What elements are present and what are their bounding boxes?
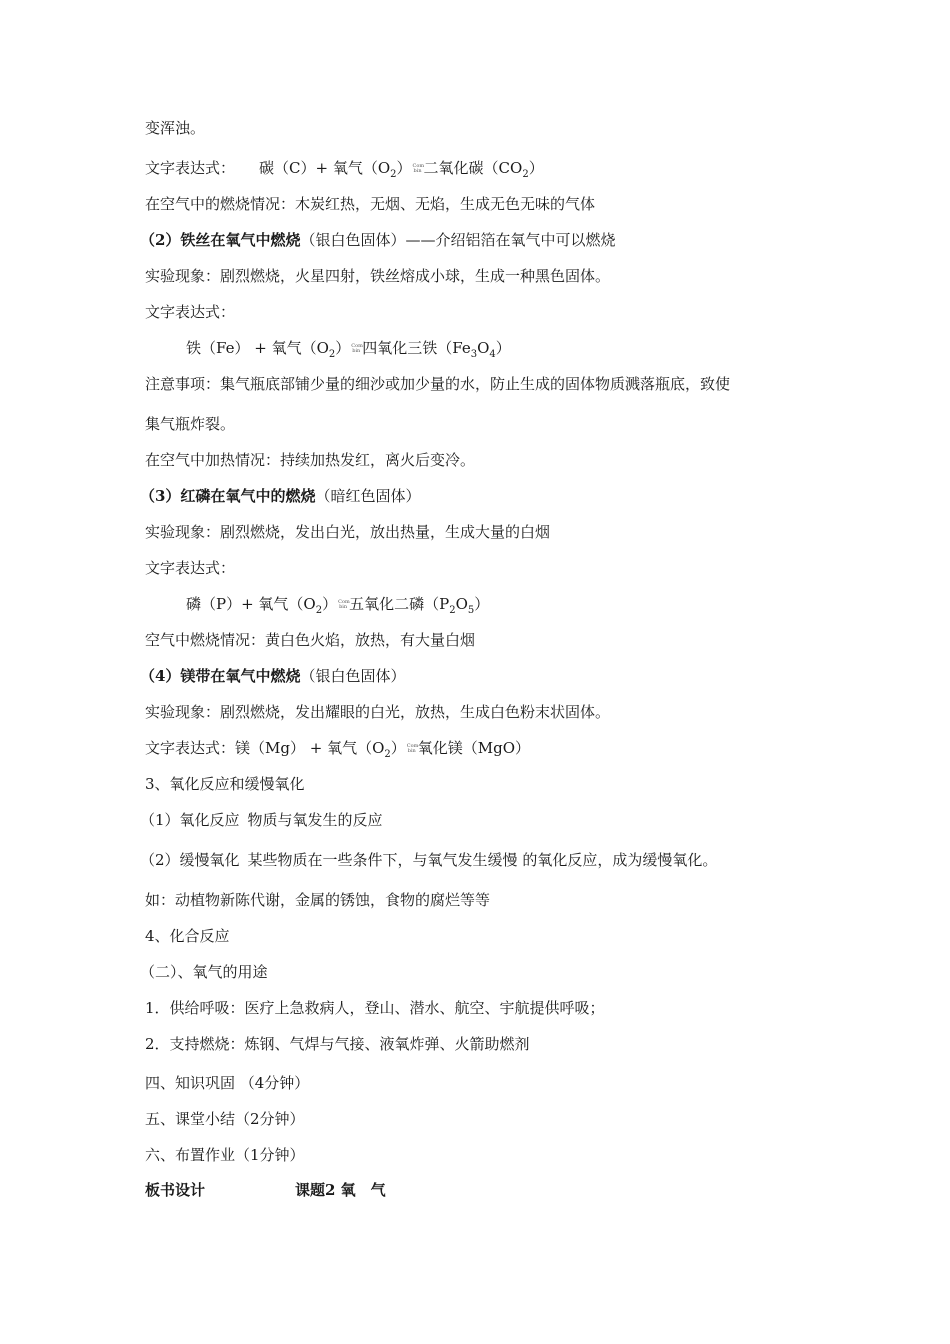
- text-line: 在空气中的燃烧情况：木炭红热，无烟、无焰，生成无色无味的气体: [145, 195, 596, 213]
- text-line: 4、化合反应: [145, 927, 230, 945]
- text-line: （二）、氧气的用途: [140, 963, 268, 981]
- text-line: 3、氧化反应和缓慢氧化: [145, 775, 305, 793]
- text-line: 实验现象：剧烈燃烧，火星四射，铁丝熔成小球，生成一种黑色固体。: [145, 267, 611, 285]
- reaction-condition-mark: Com bin: [351, 343, 363, 354]
- text-line: 如：动植物新陈代谢，金属的锈蚀，食物的腐烂等等: [145, 891, 491, 909]
- text-line: 六、布置作业（1分钟）: [145, 1146, 305, 1164]
- text-line: 空气中燃烧情况：黄白色火焰，放热，有大量白烟: [145, 631, 476, 649]
- text-line: 五、课堂小结（2分钟）: [145, 1110, 305, 1128]
- text-line: （1）氧化反应 物质与氧发生的反应: [140, 811, 383, 829]
- text-line: 集气瓶炸裂。: [145, 415, 236, 433]
- text-line: 在空气中加热情况：持续加热发红，离火后变冷。: [145, 451, 476, 469]
- equation-magnesium: 文字表达式：镁（Mg） + 氧气$(O_2)$ Com bin 氧化镁（MgO）: [145, 739, 531, 760]
- reaction-condition-mark: Com bin: [412, 163, 425, 174]
- text-line: 文字表达式：: [145, 559, 236, 577]
- text-line: 2．支持燃烧：炼钢、气焊与气接、液氧炸弹、火箭助燃剂: [145, 1035, 530, 1053]
- reaction-condition-mark: Com bin: [406, 743, 419, 754]
- equation-carbon: 文字表达式： 碳（C）+ 氧气$(O_2)$ Com bin 二氧化碳$(CO_2)$: [145, 159, 544, 180]
- reaction-condition-mark: Com bin: [338, 599, 350, 610]
- section-heading-magnesium: （4）镁带在氧气中燃烧（银白色固体）: [140, 667, 406, 685]
- text-line: 1．供给呼吸：医疗上急救病人，登山、潜水、航空、宇航提供呼吸；: [145, 999, 605, 1017]
- text-line: 实验现象：剧烈燃烧，发出白光，放出热量，生成大量的白烟: [145, 523, 551, 541]
- section-heading-phosphorus: （3）红磷在氧气中的燃烧（暗红色固体）: [140, 487, 421, 505]
- board-design-heading: 板书设计 课题2 氧 气: [145, 1181, 386, 1199]
- text-line: 变浑浊。: [145, 119, 206, 137]
- text-line: 文字表达式：: [145, 303, 236, 321]
- text-line: （2）缓慢氧化 某些物质在一些条件下，与氧气发生缓慢 的氧化反应，成为缓慢氧化。: [140, 851, 718, 869]
- text-line: 实验现象：剧烈燃烧，发出耀眼的白光，放热，生成白色粉末状固体。: [145, 703, 611, 721]
- text-line: 注意事项：集气瓶底部铺少量的细沙或加少量的水，防止生成的固体物质溅落瓶底，致使: [145, 375, 731, 393]
- equation-phosphorus: 磷（P）+ 氧气$(O_2)$ Com bin 五氧化二磷$(P_2O_5)$: [186, 595, 490, 616]
- equation-iron: 铁（Fe） + 氧气$(O_2)$ Com bin 四氧化三铁$(Fe_3O_4)$: [186, 339, 511, 360]
- text-line: 四、知识巩固 （4分钟）: [145, 1074, 310, 1092]
- section-heading-iron: （2）铁丝在氧气中燃烧（银白色固体）——介绍铝箔在氧气中可以燃烧: [140, 231, 616, 249]
